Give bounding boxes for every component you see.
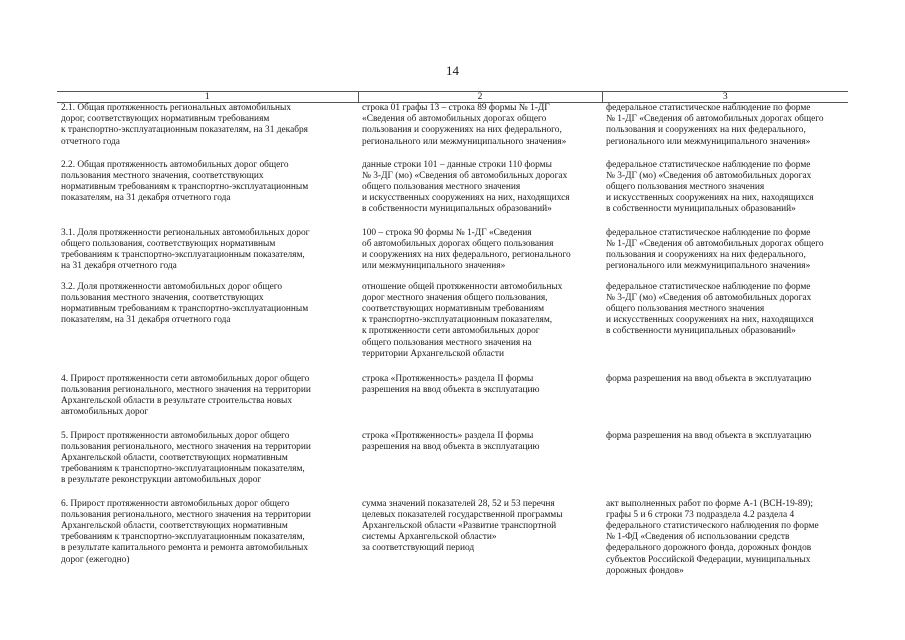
calculation-cell <box>358 103 602 160</box>
indicator-cell <box>57 499 358 579</box>
calculation-cell <box>358 431 602 499</box>
source-text: акт выполненных работ по форме А-1 (ВСН-19-89); графы 5 и 6 строки 73 подраздела 4.2 раздела 4 федерального статистического наблюдения по форме № 1-ФД «Сведения об использовании средств федерального дорожного фонда, дорожных фондов субъектов Российской Федерации, муниципальных дорожных фондов» <box>606 498 819 576</box>
indicator-text: 4. Прирост протяженности сети автомобильных дорог общего пользования регионального, местного значения на территории Архангельской области в результате строительства новых автомобильных дорог <box>61 373 311 418</box>
calculation-cell <box>358 228 602 282</box>
indicator-text: 2.2. Общая протяженность автомобильных дорог общего пользования местного значения, соответствующих нормативным требованиям к транспортно-эксплуатационным показателям, на 31 декабря отчетного года <box>61 159 309 204</box>
source-text: федеральное статистическое наблюдение по форме № 3-ДГ (мо) «Сведения об автомобильных дорогах общего пользования местного значения и искусственных сооружениях на них, находящихся в собственности муниципальных образований» <box>606 159 814 215</box>
indicator-cell <box>57 228 358 282</box>
table-row <box>57 282 848 374</box>
column-header-2: 2 <box>358 92 602 103</box>
source-cell <box>602 431 848 499</box>
source-text: федеральное статистическое наблюдение по форме № 1-ДГ «Сведения об автомобильных дорогах общего пользования и сооружениях на них федерального, регионального или межмуниципального значения» <box>606 103 824 147</box>
page-number: 14 <box>446 63 459 78</box>
source-cell <box>602 160 848 228</box>
indicators-table <box>57 91 848 579</box>
table-row <box>57 160 848 228</box>
column-header-1: 1 <box>57 92 358 103</box>
calculation-text: строка «Протяженность» раздела II формы разрешения на ввод объекта в эксплуатацию <box>362 373 540 395</box>
source-cell <box>602 228 848 282</box>
indicator-cell <box>57 160 358 228</box>
calculation-text: строка «Протяженность» раздела II формы разрешения на ввод объекта в эксплуатацию <box>362 430 540 452</box>
column-header-3: 3 <box>602 92 848 103</box>
indicator-cell <box>57 282 358 374</box>
source-cell <box>602 499 848 579</box>
calculation-text: отношение общей протяженности автомобильных дорог местного значения общего пользования, соответствующих нормативным требованиям к транспортно-эксплуатационным показателям, к протяженности сети автомобильных дорог общего пользования местного значения на территории Архангельской области <box>362 281 563 359</box>
calculation-cell <box>358 374 602 431</box>
indicator-text: 2.1. Общая протяженность региональных автомобильных дорог, соответствующих нормативным требованиям к транспортно-эксплуатационным показателям, на 31 декабря отчетного года <box>61 103 308 147</box>
table-row <box>57 431 848 499</box>
source-text: федеральное статистическое наблюдение по форме № 1-ДГ «Сведения об автомобильных дорогах общего пользования и сооружениях на них федерального, регионального или межмуниципального значения» <box>606 227 824 272</box>
table-row <box>57 228 848 282</box>
table-row <box>57 374 848 431</box>
source-cell <box>602 282 848 374</box>
indicator-text: 3.2. Доля протяженности автомобильных дорог общего пользования местного значения, соответствующих нормативным требованиям к транспортно-эксплуатационным показателям, на 31 декабря отчетного года <box>61 281 309 326</box>
source-text: форма разрешения на ввод объекта в эксплуатацию <box>606 430 812 441</box>
indicator-text: 3.1. Доля протяженности региональных автомобильных дорог общего пользования, соответствующих нормативным требованиям к транспортно-эксплуатационным показателям, на 31 декабря отчетного года <box>61 227 310 272</box>
calculation-cell <box>358 282 602 374</box>
table-row <box>57 103 848 160</box>
calculation-cell <box>358 499 602 579</box>
table-header-row <box>57 92 848 103</box>
indicator-text: 5. Прирост протяженности автомобильных дорог общего пользования регионального, местного значения на территории Архангельской области, соответствующих нормативным требованиям к транспортно-эксплуатационным показателям, в результате реконструкции автомобильных дорог <box>61 430 311 486</box>
calculation-text: строка 01 графы 13 – строка 89 формы № 1-ДГ «Сведения об автомобильных дорогах общего пользования и сооружениях на них федерального, регионального или межмуниципального значения» <box>362 103 567 147</box>
source-cell <box>602 374 848 431</box>
indicator-text: 6. Прирост протяженности автомобильных дорог общего пользования регионального, местного значения на территории Архангельской области, соответствующих нормативным требованиям к транспортно-эксплуатационным показателям, в результате капитального ремонта и ремонта автомобильных дорог (ежегодно) <box>61 498 311 565</box>
source-text: федеральное статистическое наблюдение по форме № 3-ДГ (мо) «Сведения об автомобильных дорогах общего пользования местного значения и искусственных сооружениях на них, находящихся в собственности муниципальных образований» <box>606 281 814 337</box>
table-row <box>57 499 848 579</box>
indicator-cell <box>57 431 358 499</box>
calculation-text: 100 – строка 90 формы № 1-ДГ «Сведения об автомобильных дорогах общего пользования и сооружениях на них федерального, регионального или межмуниципального значения» <box>362 227 571 272</box>
calculation-text: данные строки 101 – данные строки 110 формы № 3-ДГ (мо) «Сведения об автомобильных дорогах общего пользования местного значения и искусственных сооружениях на них, находящихся в собственности муниципальных образований» <box>362 159 570 215</box>
source-text: форма разрешения на ввод объекта в эксплуатацию <box>606 373 812 384</box>
calculation-cell <box>358 160 602 228</box>
source-cell <box>602 103 848 160</box>
indicator-cell <box>57 374 358 431</box>
calculation-text: сумма значений показателей 28, 52 и 53 перечня целевых показателей государственной программы Архангельской области «Развитие транспортной системы Архангельской области» за соответствующий период <box>362 498 563 554</box>
indicator-cell <box>57 103 358 160</box>
